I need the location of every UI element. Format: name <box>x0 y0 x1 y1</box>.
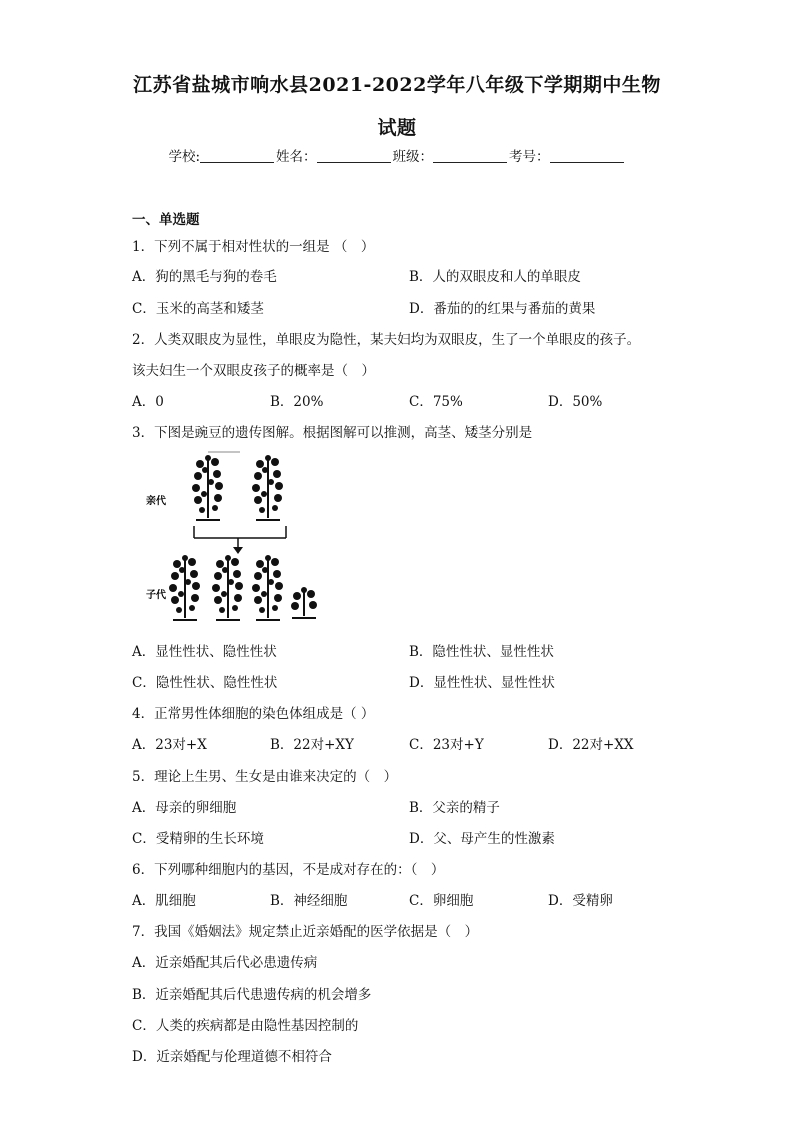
class-blank[interactable] <box>433 149 507 163</box>
q2-option-b[interactable]: B．20% <box>270 394 324 410</box>
q5-option-b[interactable]: B．父亲的精子 <box>409 800 500 816</box>
q2-option-a[interactable]: A．0 <box>132 394 164 410</box>
q5-option-a[interactable]: A．母亲的卵细胞 <box>132 800 237 816</box>
school-blank[interactable] <box>200 149 274 163</box>
q5-option-c[interactable]: C．受精卵的生长环境 <box>132 831 264 847</box>
name-blank[interactable] <box>317 149 391 163</box>
section-heading: 一、单选题 <box>132 212 200 228</box>
q3-option-c[interactable]: C．隐性性状、隐性性状 <box>132 675 278 691</box>
q5-stem: 5．理论上生男、生女是由谁来决定的（ ） <box>132 769 398 785</box>
q3-stem: 3．下图是豌豆的遗传图解。根据图解可以推测，高茎、矮茎分别是 <box>132 425 533 441</box>
q6-option-d[interactable]: D．受精卵 <box>548 893 613 909</box>
q2-stem: 2．人类双眼皮为显性，单眼皮为隐性，某夫妇均为双眼皮，生了一个单眼皮的孩子。 <box>132 332 641 348</box>
number-blank[interactable] <box>550 149 624 163</box>
parent-generation-label: 亲代 <box>146 496 166 507</box>
q3-option-a[interactable]: A．显性性状、隐性性状 <box>132 644 277 660</box>
q3-option-d[interactable]: D．显性性状、显性性状 <box>409 675 555 691</box>
class-label: 班级： <box>392 149 434 165</box>
number-label: 考号： <box>509 149 550 165</box>
pea-figure-svg <box>140 448 340 628</box>
q6-option-c[interactable]: C．卵细胞 <box>409 893 474 909</box>
school-label: 学校: <box>168 149 201 165</box>
student-info <box>0 145 794 165</box>
page-title-cont: 试题 <box>377 117 417 139</box>
q4-option-a[interactable]: A．23对+X <box>132 737 207 753</box>
q6-option-a[interactable]: A．肌细胞 <box>132 893 196 909</box>
q1-option-d[interactable]: D．番茄的的红果与番茄的黄果 <box>409 301 596 317</box>
q7-option-b[interactable]: B．近亲婚配其后代患遗传病的机会增多 <box>132 987 372 1003</box>
q7-option-c[interactable]: C．人类的疾病都是由隐性基因控制的 <box>132 1018 359 1034</box>
q1-option-a[interactable]: A．狗的黑毛与狗的卷毛 <box>132 269 277 285</box>
q7-option-d[interactable]: D．近亲婚配与伦理道德不相符合 <box>132 1049 332 1065</box>
q5-option-d[interactable]: D．父、母产生的性激素 <box>409 831 555 847</box>
q2-stem-cont: 该夫妇生一个双眼皮孩子的概率是（ ） <box>132 363 375 379</box>
q1-option-c[interactable]: C．玉米的高茎和矮茎 <box>132 301 264 317</box>
q1-option-b[interactable]: B．人的双眼皮和人的单眼皮 <box>409 269 581 285</box>
q4-option-c[interactable]: C．23对+Y <box>409 737 484 753</box>
q4-option-b[interactable]: B．22对+XY <box>270 737 354 753</box>
pea-inheritance-figure <box>140 448 340 628</box>
q1-stem: 1．下列不属于相对性状的一组是 （ ） <box>132 239 375 255</box>
q3-option-b[interactable]: B．隐性性状、显性性状 <box>409 644 554 660</box>
q2-option-c[interactable]: C．75% <box>409 394 463 410</box>
q7-option-a[interactable]: A．近亲婚配其后代必患遗传病 <box>132 955 318 971</box>
name-label: 姓名： <box>276 149 317 165</box>
q2-option-d[interactable]: D．50% <box>548 394 603 410</box>
q4-option-d[interactable]: D．22对+XX <box>548 737 634 753</box>
q4-stem: 4．正常男性体细胞的染色体组成是（ ） <box>132 706 375 722</box>
q7-stem: 7．我国《婚姻法》规定禁止近亲婚配的医学依据是（ ） <box>132 924 479 940</box>
q6-option-b[interactable]: B．神经细胞 <box>270 893 348 909</box>
child-generation-label: 子代 <box>146 590 166 601</box>
q6-stem: 6．下列哪种细胞内的基因，不是成对存在的：（ ） <box>132 862 445 878</box>
page-title: 江苏省盐城市响水县2021-2022学年八年级下学期期中生物 <box>133 74 661 96</box>
